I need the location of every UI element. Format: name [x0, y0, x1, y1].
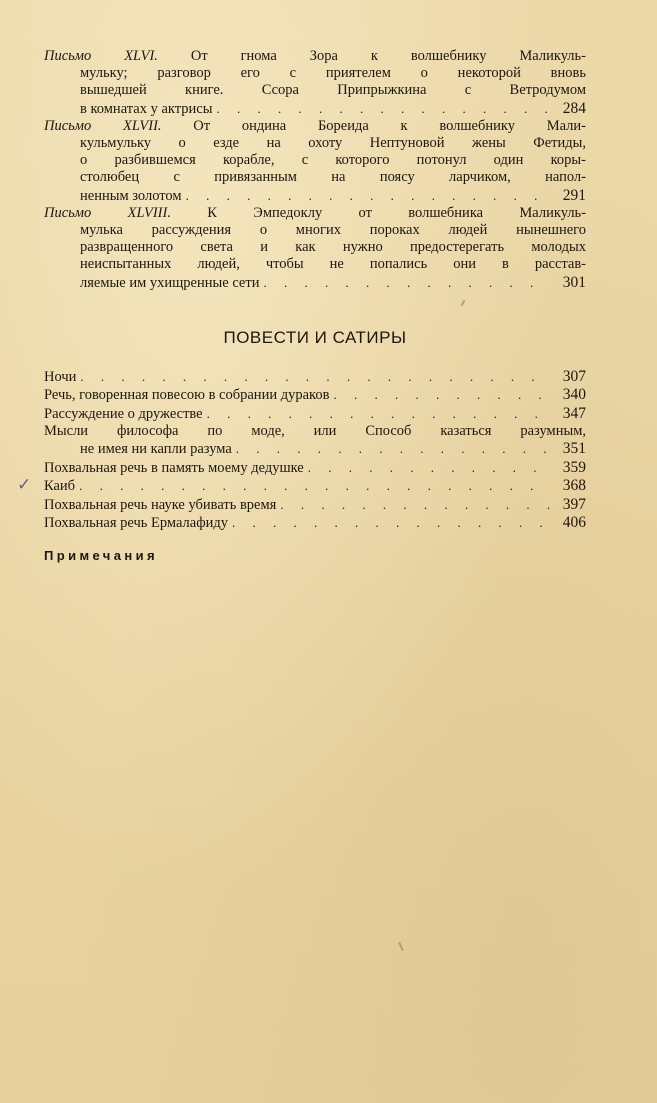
table-of-contents-page: [17, 48, 586, 563]
letter-last-line: ненным золотом . . . 291: [44, 187, 586, 205]
toc-item: [44, 368, 586, 386]
page-number: 307: [562, 367, 586, 385]
letter-line: развращенного света и как нужно предостерегать молодых: [80, 239, 586, 256]
letter-line: мульку; разговор его с приятелем о некоторой вновь: [80, 65, 586, 82]
dot-leader: [333, 386, 550, 403]
letter-first-line: Письмо XLVI. От гнома Зора к волшебнику Маликуль-: [44, 48, 586, 64]
page-number: 301: [562, 273, 586, 291]
dot-leader: [280, 496, 550, 513]
toc-item-title: Ночи: [44, 368, 77, 385]
toc-list: [17, 367, 586, 533]
page-number: 406: [562, 514, 586, 532]
letter-first-line: Письмо XLVIII. К Эмпедоклу от волшебника Маликуль-: [44, 204, 586, 221]
page-number: 291: [562, 186, 586, 204]
letter-label: Письмо XLVII.: [44, 117, 162, 134]
dot-leader: [263, 274, 550, 291]
letter-last-line: ляемые им ухищренные сети . . . 301: [44, 274, 586, 292]
toc-item-title: Речь, говоренная повесою в собрании дураков: [44, 387, 330, 404]
toc-item: [44, 423, 586, 459]
dot-leader: [186, 187, 550, 204]
notes-heading: Примечания: [44, 547, 159, 563]
letter-line: столюбец с привязанным на поясу ларчиком, напол-: [80, 169, 586, 186]
toc-item: [44, 514, 586, 532]
dot-leader: [79, 477, 550, 494]
toc-item: [44, 496, 586, 514]
dot-leader: [232, 514, 550, 531]
dot-leader: [216, 100, 550, 117]
page-number: 368: [562, 477, 586, 495]
page-number: 347: [562, 404, 586, 422]
page-number: 397: [562, 495, 586, 513]
letter-label: Письмо XLVIII.: [44, 204, 171, 221]
letter-last-line: в комнатах у актрисы . . . 284: [44, 100, 586, 118]
toc-item: [17, 475, 586, 495]
toc-item-title: Похвальная речь Ермалафиду: [44, 515, 229, 532]
letter-line: кульмульку о езде на охоту Нептуновой жены Фетиды,: [80, 135, 586, 152]
letter-entry-46: [44, 48, 586, 118]
page-number: 351: [562, 440, 586, 458]
letter-first-line: Письмо XLVII. От ондина Бореида к волшебнику Мали-: [44, 117, 586, 134]
paper-speck: [398, 942, 404, 951]
dot-leader: [236, 440, 550, 457]
toc-item: [44, 386, 586, 404]
letter-entry-47: [44, 118, 586, 205]
toc-item: [44, 459, 586, 477]
toc-item-title: Похвальная речь науке убивать время: [44, 496, 277, 513]
dot-leader: [80, 368, 550, 385]
page-number: 340: [562, 386, 586, 404]
dot-leader: [207, 405, 550, 422]
letter-line: неиспытанных людей, чтобы не попались они в расстав-: [80, 256, 586, 273]
letter-label: Письмо XLVI.: [44, 48, 158, 64]
page-number: 284: [562, 99, 586, 117]
letter-line: мулька рассуждения о многих пороках людей нынешнего: [80, 222, 586, 239]
page-number: 359: [562, 458, 586, 476]
letter-line: вышедшей книге. Ссора Припрыжкина с Ветродумом: [80, 82, 586, 99]
dot-leader: [308, 459, 550, 476]
letter-entry-48: [44, 205, 586, 292]
letter-line: о разбившемся корабле, с которого потонул один коры-: [80, 152, 586, 169]
toc-item-title: Мысли философа по моде, или Способ казаться разумным,: [44, 423, 586, 440]
toc-item-title: Рассуждение о дружестве: [44, 405, 203, 422]
checkmark-icon: ✓: [17, 475, 32, 495]
section-title: ПОВЕСТИ И САТИРЫ: [223, 327, 407, 347]
toc-item-continuation: не имея ни капли разума . . . 351: [44, 440, 586, 458]
toc-item: [44, 405, 586, 423]
toc-item-title: Каиб: [44, 478, 76, 495]
toc-item-title: Похвальная речь в память моему дедушке: [44, 459, 304, 476]
